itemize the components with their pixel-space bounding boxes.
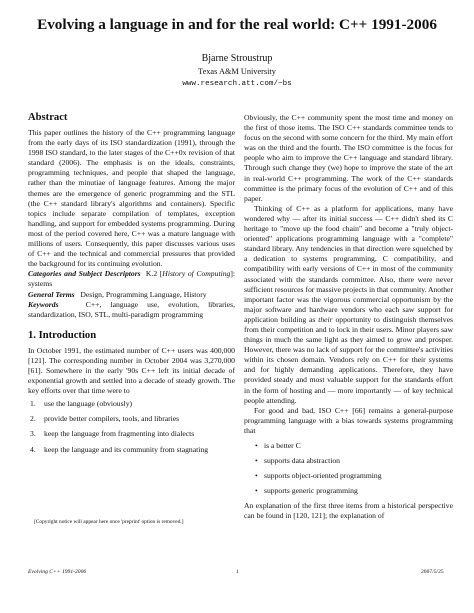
list-item-number: 4.: [30, 444, 36, 454]
author-name: Bjarne Stroustrup: [201, 53, 273, 64]
categories-label: Categories and Subject Descriptors: [28, 269, 141, 279]
keywords-text: C++, language use, evolution, libraries, standardization, ISO, STL, multi-paradigm programming: [28, 299, 236, 319]
copyright-note: [Copyright notice will appear here once 'preprint' option is removed.]: [34, 519, 184, 525]
list-item-text: provide better compilers, tools, and libraries: [44, 414, 180, 424]
abstract-heading: Abstract: [28, 112, 68, 123]
list-item-number: 3.: [30, 429, 36, 439]
list-item-text: supports data abstraction: [264, 456, 340, 466]
list-item-number: 2.: [30, 414, 36, 424]
categories-italic: History of Computing: [162, 269, 231, 279]
list-item: [28, 399, 235, 409]
bullet-icon: •: [255, 471, 258, 481]
list-item: [244, 456, 453, 466]
right-column: [244, 113, 453, 522]
footer-page-number: 1: [236, 569, 239, 575]
right-paragraph-2-b: opportunity to distinguish themselves from their competition and to lock in their users. Minor players saw things in much the same light as they aimed to grow and prosper. However, there was no lack of support for the committee's activities within its chosen domain. Vendors rely on C++ for their systems and for highly demanding applications. Therefore, they have provided steady and most valuable support for the standards effort in the form of hosting and — more importantly — of key technical people attending.: [244, 314, 453, 405]
intro-heading: 1. Introduction: [28, 329, 97, 341]
list-item: [28, 414, 235, 424]
abstract-text: This paper outlines the history of the C++ programming language from the early days of its ISO standardization (1991), through the 1998 ISO standard, to the later stages of the C++0x revision of that standard (2006). The emphasis is on the ideals, constraints, programming techniques, and people that shaped the language, rather than the minutiae of language features. Among the major themes are the emergence of generic programming and the STL (the C++ standard library's algorithms and containers). Specific topics include separate compilation of templates, exception handling, and support for embedded systems programming. During most of the period covered here, C++ was a mature language with millions of users. Consequently, this paper discusses various uses of C++ and the technical and commercial pressures that provided the background for its continuing evolution.: [28, 128, 235, 269]
keywords-label: Keywords: [28, 299, 59, 309]
author-affiliation: Texas A&M University: [198, 67, 276, 76]
author-url: www.research.att.com/~bs: [182, 80, 292, 88]
list-item: [28, 445, 235, 455]
list-item-text: supports generic programming: [264, 486, 358, 496]
right-paragraph-2-italic: their: [318, 314, 333, 324]
list-item-text: keep the language from fragmenting into dialects: [44, 429, 195, 439]
general-terms-label: General Terms: [28, 289, 75, 299]
list-item-text: is a better C: [264, 441, 301, 450]
list-item-number: 1.: [30, 399, 36, 409]
categories-line: [28, 269, 235, 289]
list-item: [244, 471, 453, 481]
list-item-text: keep the language and its community from stagnating: [44, 444, 209, 454]
footer-title: Evolving C++ 1991-2006: [28, 569, 87, 575]
list-item-text: supports object-oriented programming: [264, 471, 382, 481]
general-terms-text: Design, Programming Language, History: [80, 289, 207, 299]
bullet-list: [244, 441, 453, 496]
list-item: [244, 486, 453, 496]
right-paragraph-1: Obviously, the C++ community spent the most time and money on the first of those items. The ISO C++ standards committee tends to focus on the second with some concern for the third. My main effort was on the third and the fourth. The ISO committee is the focus for people who aim to improve the C++ language and standard library. Through such change they (we) hope to improve the state of the art in real-world C++ programming. The work of the C++ standards committee is the primary focus of the evolution of C++ and of this paper.: [244, 113, 453, 203]
list-item-text: use the language (obviously): [44, 399, 133, 409]
right-paragraph-2-a: Thinking of C++ as a platform for applications, many have wondered why — after its initial success — C++ didn't shed its C heritage to "move up the food chain" and become a "truly object-oriented" applications programming language with a "complete" standard library. Any tendencies in that direction were squelched by a dedication to systems programming, C compatibility, and compatibility with early versions of C++ in most of the community associated with the standards committee. Also, there were never sufficient resources for massive projects in that community. Another important factor was the vigorous commercial opportunism by the major software and hardware vendors who each saw support for application building as: [244, 203, 453, 324]
bullet-icon: •: [255, 441, 258, 450]
right-paragraph-4: An explanation of the first three items from a historical perspective can be found in [120, 121]; the explanation of: [244, 501, 453, 521]
list-item: [244, 441, 453, 451]
footer-date: 2007/5/25: [421, 569, 444, 575]
list-item: [28, 429, 235, 439]
bullet-icon: •: [255, 456, 258, 466]
general-terms-line: [28, 290, 235, 300]
keywords-line: [28, 300, 235, 320]
categories-text-before: K.2 [: [145, 269, 163, 279]
bullet-icon: •: [255, 486, 258, 496]
categories-text-after: ]: systems: [28, 269, 236, 289]
paper-title: Evolving a language in and for the real world: C++ 1991-2006: [37, 16, 437, 33]
right-paragraph-3: For good and bad, ISO C++ [66] remains a general-purpose programming language with a bias towards systems programming that: [244, 405, 453, 435]
right-paragraph-2: [244, 204, 453, 406]
intro-paragraph: In October 1991, the estimated number of C++ users was 400,000 [121]. The corresponding number in October 2004 was 3,270,000 [61]. Somewhere in the early '90s C++ left its initial decade of exponential growth and settled into a decade of steady growth. The key efforts over that time were to: [28, 345, 235, 396]
left-column: [28, 112, 235, 460]
goals-list: [28, 399, 235, 454]
